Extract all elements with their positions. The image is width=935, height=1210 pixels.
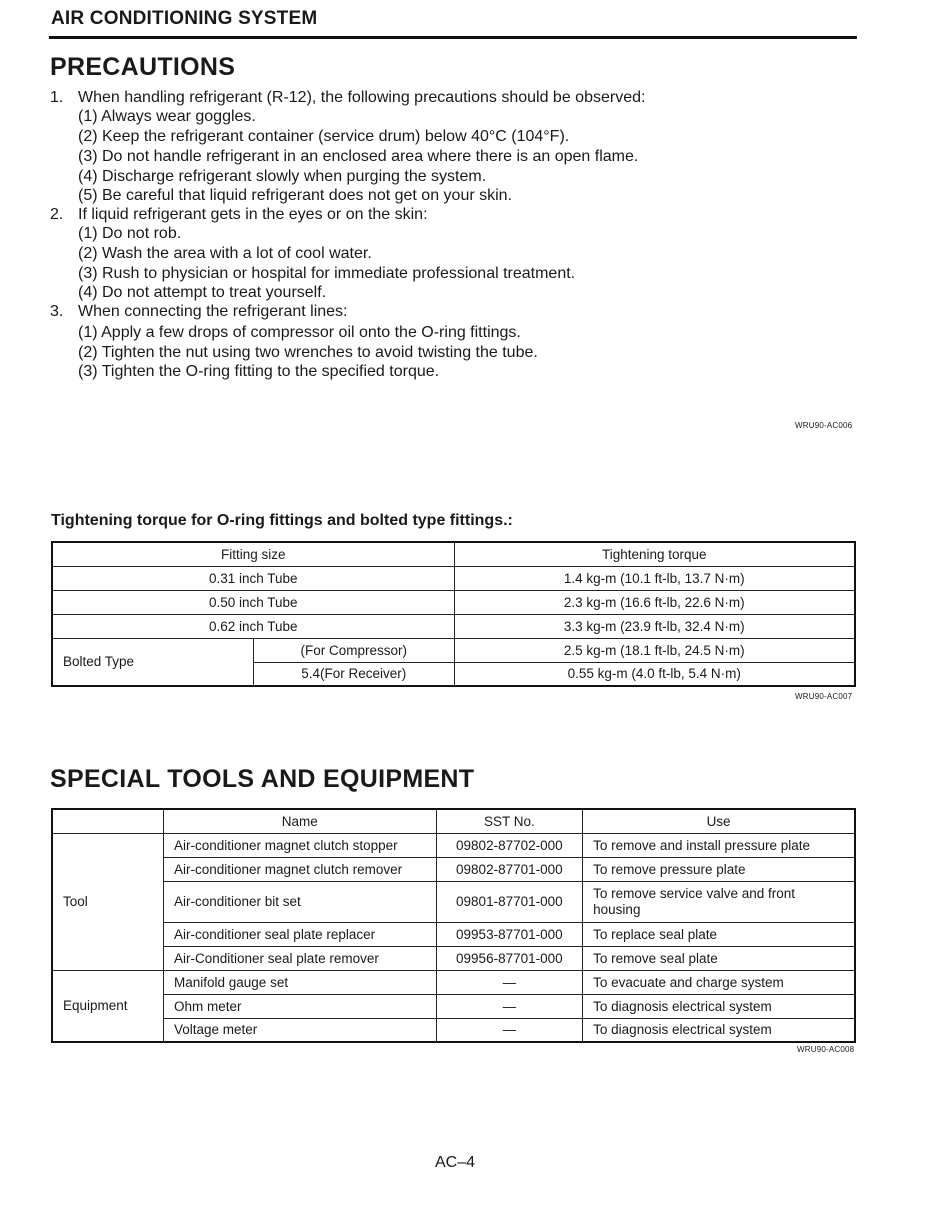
header-divider: [49, 36, 857, 39]
table-cell: 2.3 kg-m (16.6 ft-lb, 22.6 N·m): [454, 590, 855, 614]
table-row: [52, 881, 855, 922]
table-row: [52, 994, 855, 1018]
table-row: [52, 922, 855, 946]
sub-item: (3) Rush to physician or hospital for immediate professional treatment.: [78, 265, 576, 282]
table-row: [52, 590, 855, 614]
table-cell: 09956-87701-000: [436, 946, 583, 970]
reference-code: WRU90-AC007: [795, 692, 853, 701]
table-cell: Manifold gauge set: [164, 970, 437, 994]
table-cell: To remove and install pressure plate: [583, 833, 855, 857]
tools-table: [51, 808, 856, 1043]
table-cell: 2.5 kg-m (18.1 ft-lb, 24.5 N·m): [454, 638, 855, 662]
torque-table-title: Tightening torque for O-ring fittings and bolted type fittings.:: [51, 512, 513, 529]
sub-item: (4) Do not attempt to treat yourself.: [78, 284, 327, 301]
column-header: Tightening torque: [454, 542, 855, 566]
table-cell: 1.4 kg-m (10.1 ft-lb, 13.7 N·m): [454, 566, 855, 590]
table-row: [52, 1018, 855, 1042]
table-row: [52, 566, 855, 590]
column-header: Name: [164, 809, 437, 833]
sub-item: (1) Apply a few drops of compressor oil onto the O-ring fittings.: [78, 324, 521, 341]
table-cell: To evacuate and charge system: [583, 970, 855, 994]
table-cell: 0.31 inch Tube: [52, 566, 454, 590]
table-cell: 0.50 inch Tube: [52, 590, 454, 614]
table-cell: Voltage meter: [164, 1018, 437, 1042]
item-text: When connecting the refrigerant lines:: [78, 303, 348, 320]
table-cell: Air-conditioner bit set: [164, 881, 437, 922]
sub-item: (2) Keep the refrigerant container (service drum) below 40°C (104°F).: [78, 128, 570, 145]
sub-item: (3) Do not handle refrigerant in an enclosed area where there is an open flame.: [78, 148, 639, 165]
item-number: 1.: [50, 89, 64, 106]
table-cell: 09802-87701-000: [436, 857, 583, 881]
table-cell: —: [436, 970, 583, 994]
sub-item: (5) Be careful that liquid refrigerant does not get on your skin.: [78, 187, 513, 204]
table-cell: To remove pressure plate: [583, 857, 855, 881]
sub-item: (2) Tighten the nut using two wrenches to avoid twisting the tube.: [78, 344, 538, 361]
table-cell: Air-Conditioner seal plate remover: [164, 946, 437, 970]
column-header: [52, 809, 164, 833]
table-row: [52, 946, 855, 970]
table-cell: Bolted Type: [52, 638, 253, 686]
section-title: AIR CONDITIONING SYSTEM: [51, 8, 318, 29]
table-row: [52, 833, 855, 857]
table-row: [52, 970, 855, 994]
column-header: SST No.: [436, 809, 583, 833]
sub-item: (3) Tighten the O-ring fitting to the specified torque.: [78, 363, 440, 380]
table-header-row: [52, 809, 855, 833]
table-cell: 09802-87702-000: [436, 833, 583, 857]
table-cell: (For Compressor): [253, 638, 454, 662]
category-cell: Tool: [52, 833, 164, 970]
table-cell: 5.4(For Receiver): [253, 662, 454, 686]
table-cell: —: [436, 994, 583, 1018]
table-cell: To remove seal plate: [583, 946, 855, 970]
table-cell: —: [436, 1018, 583, 1042]
page-number: AC–4: [435, 1154, 476, 1171]
table-header-row: [52, 542, 855, 566]
precautions-heading: PRECAUTIONS: [50, 53, 236, 81]
torque-table: [51, 541, 856, 687]
item-number: 3.: [50, 303, 64, 320]
sub-item: (1) Always wear goggles.: [78, 108, 256, 125]
sub-item: (4) Discharge refrigerant slowly when purging the system.: [78, 168, 487, 185]
table-cell: 0.55 kg-m (4.0 ft-lb, 5.4 N·m): [454, 662, 855, 686]
table-cell: To diagnosis electrical system: [583, 994, 855, 1018]
table-row: [52, 638, 855, 662]
table-cell: Air-conditioner seal plate replacer: [164, 922, 437, 946]
table-cell: Ohm meter: [164, 994, 437, 1018]
table-cell: 09801-87701-000: [436, 881, 583, 922]
table-cell: Air-conditioner magnet clutch stopper: [164, 833, 437, 857]
special-tools-heading: SPECIAL TOOLS AND EQUIPMENT: [50, 765, 475, 793]
table-row: [52, 857, 855, 881]
item-text: If liquid refrigerant gets in the eyes or on the skin:: [78, 206, 428, 223]
table-cell: 3.3 kg-m (23.9 ft-lb, 32.4 N·m): [454, 614, 855, 638]
item-number: 2.: [50, 206, 64, 223]
table-cell: 0.62 inch Tube: [52, 614, 454, 638]
sub-item: (2) Wash the area with a lot of cool water.: [78, 245, 372, 262]
category-cell: Equipment: [52, 970, 164, 1042]
table-cell: Air-conditioner magnet clutch remover: [164, 857, 437, 881]
table-cell: 09953-87701-000: [436, 922, 583, 946]
column-header: Use: [583, 809, 855, 833]
reference-code: WRU90-AC008: [797, 1045, 855, 1054]
table-row: [52, 614, 855, 638]
sub-item: (1) Do not rob.: [78, 225, 182, 242]
table-cell: To diagnosis electrical system: [583, 1018, 855, 1042]
column-header: Fitting size: [52, 542, 454, 566]
table-cell: To replace seal plate: [583, 922, 855, 946]
item-text: When handling refrigerant (R-12), the following precautions should be observed:: [78, 89, 646, 106]
reference-code: WRU90-AC006: [795, 421, 853, 430]
table-cell: To remove service valve and front housing: [583, 881, 855, 922]
